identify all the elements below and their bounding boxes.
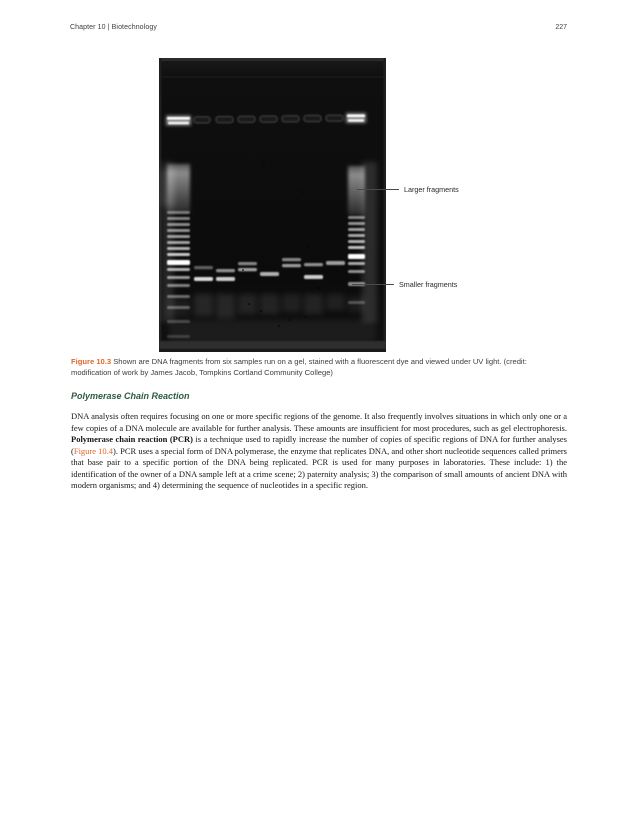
paragraph-text: ). PCR uses a special form of DNA polymerase, the enzyme that replicates DNA, and other short nucleotide sequences called primers that base pair to a specific portion of the DNA being replicated. PCR is used for many purposes in laboratories. These include: 1) the identification of the owner of a DNA sample left at a crime scene; 2) paternity analysis; 3) the comparison of small amounts of ancient DNA with modern organisms; and 4) determining the sequence of nucleotides in a specific region. [71, 445, 567, 491]
annotation-label: Larger fragments [404, 185, 459, 194]
gel-electrophoresis-figure [159, 58, 386, 352]
figure-10-4-link[interactable]: Figure 10.4 [73, 445, 114, 456]
body-paragraph [71, 411, 567, 492]
annotation-smaller-fragments [352, 280, 457, 289]
gel-photo-image [159, 58, 386, 352]
paragraph-text: DNA analysis often requires focusing on one or more specific regions of the genome. It also frequently involves situations in which only one or a few copies of a DNA molecule are available for further analysis. These amounts are insufficient for most procedures, such as gel electrophoresis. [71, 411, 567, 433]
section-heading: Polymerase Chain Reaction [71, 391, 190, 401]
bold-key-term: Polymerase chain reaction (PCR) [71, 434, 193, 445]
annotation-label: Smaller fragments [399, 280, 458, 289]
annotation-leader-line [352, 284, 394, 285]
figure-caption [71, 357, 567, 378]
figure-caption-label: Figure 10.3 [71, 357, 112, 366]
paragraph-text: is a technique used to rapidly increase the number of copies of specific regions of DNA for further analyses ( [71, 434, 567, 456]
chapter-header: Chapter 10 | Biotechnology [70, 24, 157, 31]
annotation-larger-fragments [357, 185, 459, 194]
annotation-leader-line [357, 189, 399, 190]
page-number: 227 [555, 24, 567, 31]
figure-caption-text: Shown are DNA fragments from six samples run on a gel, stained with a fluorescent dye and viewed under UV light. (credit: modification of work by James Jacob, Tompkins Cortland Community College) [71, 357, 527, 377]
